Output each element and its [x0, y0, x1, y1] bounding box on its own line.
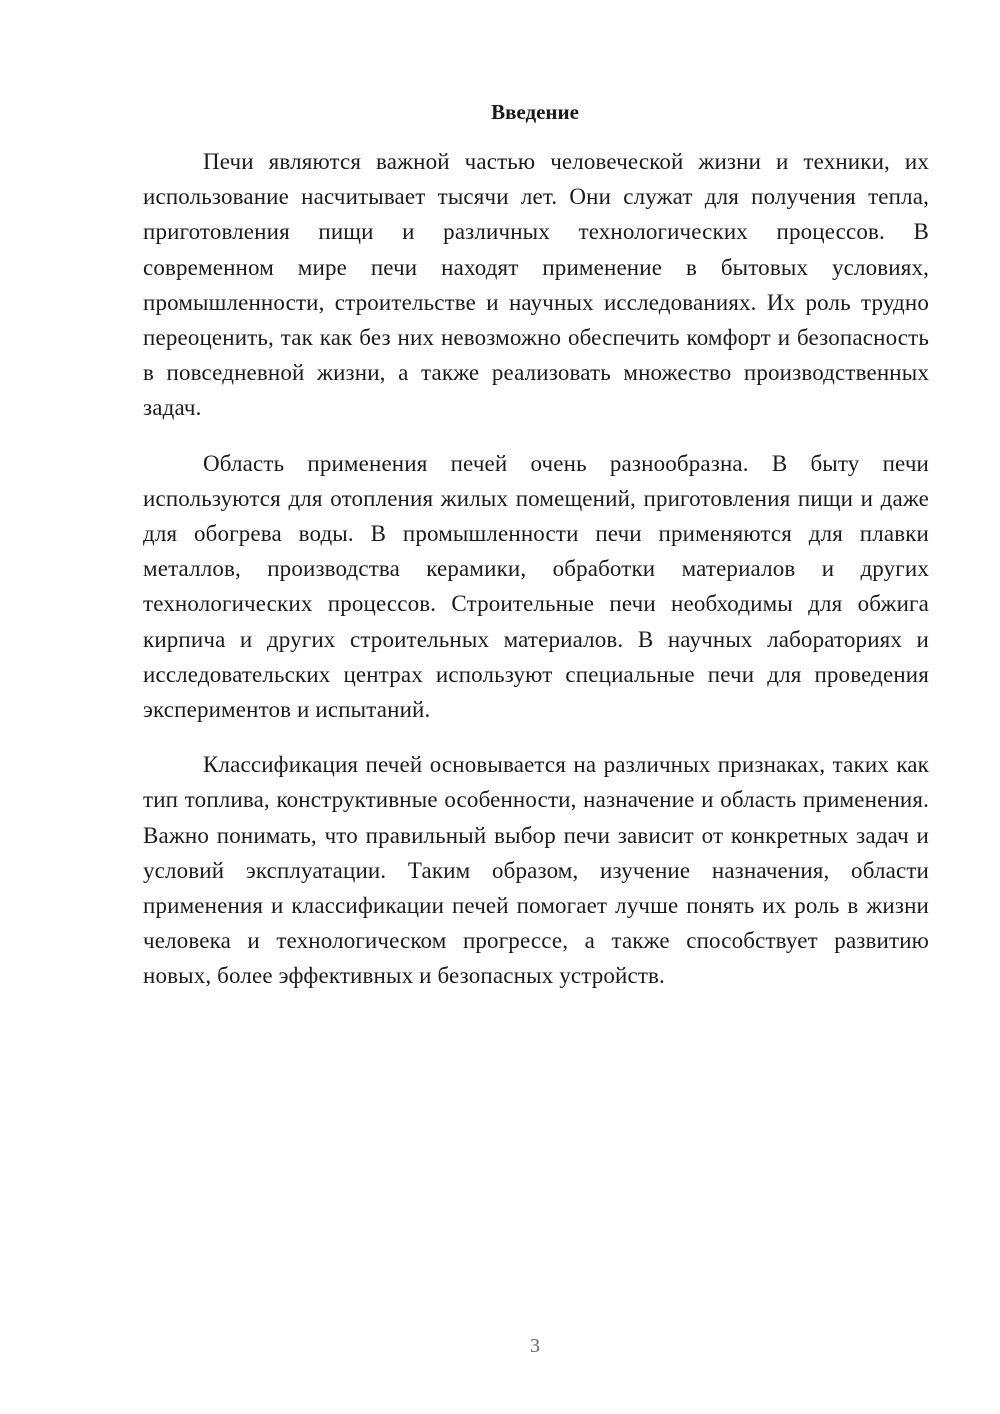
paragraph-applications: Область применения печей очень разнообразна. В быту печи используются для отопления жилых помещений, приготовления пищи и даже для обогрева воды. В промышленности печи применяются для плавки металлов, производства керамики, обработки материалов и других технологических процессов. Строительные печи необходимы для обжига кирпича и других строительных материалов. В научных лабораториях и исследовательских центрах используют специальные печи для проведения экспериментов и испытаний. — [143, 450, 929, 723]
paragraph-purpose: Печи являются важной частью человеческой жизни и техники, их использование насчитывает тысячи лет. Они служат для получения тепла, приготовления пищи и различных технологических процессов. В современном мире печи находят применение в бытовых условиях, промышленности, строительстве и научных исследованиях. Их роль трудно переоценить, так как без них невозможно обеспечить комфорт и безопасность в повседневной жизни, а также реализовать множество производственных задач. — [143, 149, 929, 421]
body-text — [143, 144, 929, 1014]
page-number: 3 — [530, 1335, 540, 1357]
paragraph-classification: Классификация печей основывается на различных признаках, таких как тип топлива, конструктивные особенности, назначение и область применения. Важно понимать, что правильный выбор печи зависит от конкретных задач и условий эксплуатации. Таким образом, изучение назначения, области применения и классификации печей помогает лучше понять их роль в жизни человека и технологическом прогрессе, а также способствует развитию новых, более эффективных и безопасных устройств. — [143, 752, 929, 989]
section-title: Введение — [491, 100, 579, 124]
